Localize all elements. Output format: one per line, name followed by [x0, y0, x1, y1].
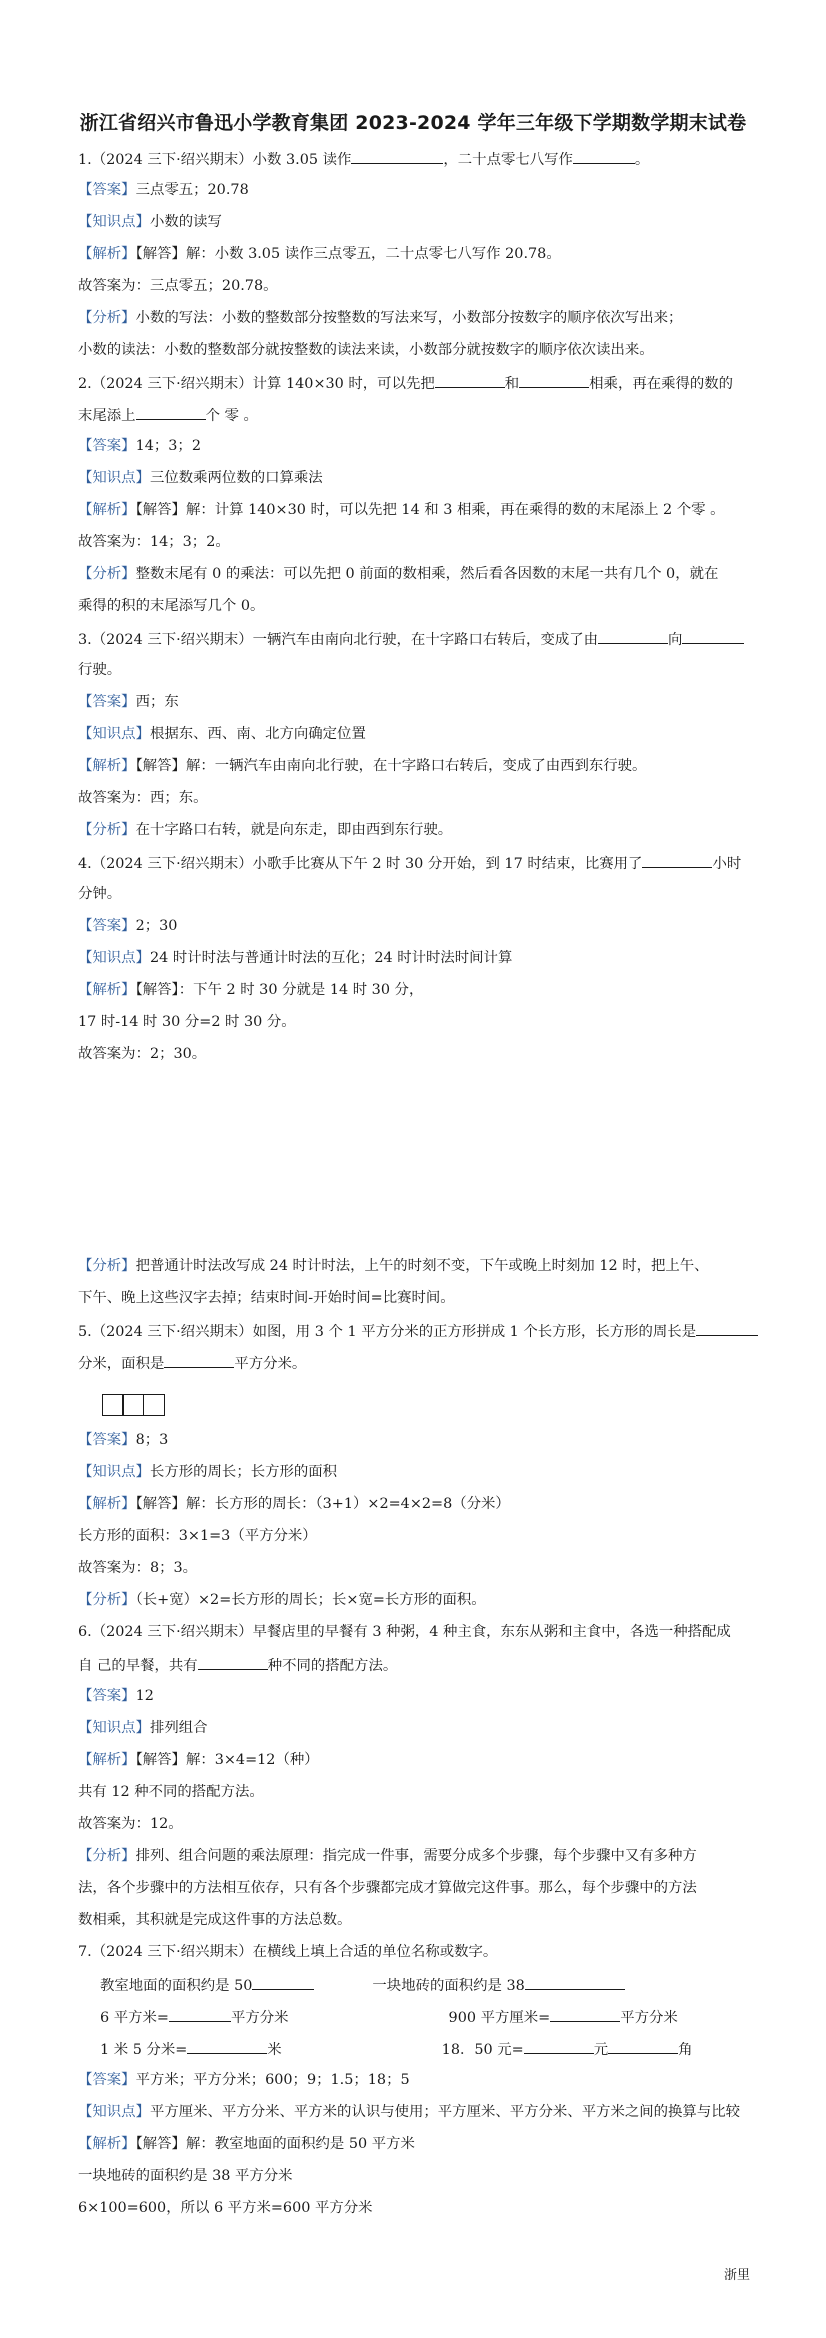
review-line: 【分析】整数末尾有 0 的乘法：可以先把 0 前面的数相乘，然后看各因数的末尾一共有几个 0，就在: [78, 566, 719, 582]
analysis-line: 【解析】【解答】解：长方形的周长：（3+1）×2=4×2=8（分米）: [78, 1496, 510, 1512]
conclusion-line: 故答案为：2；30。: [78, 1046, 207, 1062]
square: [102, 1394, 124, 1416]
calculation-line: 17 时-14 时 30 分=2 时 30 分。: [78, 1014, 296, 1030]
answer-line: 【答案】2；30: [78, 918, 178, 934]
answer-line: 【答案】12: [78, 1688, 154, 1704]
answer-line: 【答案】三点零五；20.78: [78, 182, 249, 198]
three-squares-figure: [102, 1394, 165, 1416]
answer-blank[interactable]: [642, 852, 712, 868]
knowledge-line: 【知识点】三位数乘两位数的口算乘法: [78, 470, 323, 486]
question-7: 7.（2024 三下·绍兴期末）在横线上填上合适的单位名称或数字。: [78, 1944, 498, 1960]
conclusion-line: 故答案为：14；3；2。: [78, 534, 230, 550]
question-7-row1: 教室地面的面积约是 50 一块地砖的面积约是 38: [100, 1974, 760, 1996]
answer-blank[interactable]: [164, 1352, 234, 1368]
page-title: 浙江省绍兴市鲁迅小学教育集团 2023-2024 学年三年级下学期数学期末试卷: [79, 112, 747, 134]
question-4-cont: 分钟。: [78, 886, 122, 902]
answer-blank[interactable]: [696, 1320, 758, 1336]
knowledge-line: 【知识点】平方厘米、平方分米、平方米的认识与使用；平方厘米、平方分米、平方米之间的换算与比较: [78, 2104, 740, 2120]
calculation-line: 一块地砖的面积约是 38 平方分米: [78, 2168, 293, 2184]
answer-blank[interactable]: [136, 404, 206, 420]
review-line: 乘得的积的末尾添写几个 0。: [78, 598, 265, 614]
review-line: 数相乘，其积就是完成这件事的方法总数。: [78, 1912, 352, 1928]
conclusion-line: 故答案为：12。: [78, 1816, 183, 1832]
answer-blank[interactable]: [550, 2006, 620, 2022]
conclusion-line: 故答案为：西；东。: [78, 790, 208, 806]
analysis-line: 【解析】【解答】解：一辆汽车由南向北行驶，在十字路口右转后，变成了由西到东行驶。: [78, 758, 647, 774]
analysis-line: 【解析】【解答】：下午 2 时 30 分就是 14 时 30 分，: [78, 982, 424, 998]
question-3: 3.（2024 三下·绍兴期末）一辆汽车由南向北行驶，在十字路口右转后，变成了由 向: [78, 628, 758, 650]
review-line: 【分析】小数的写法：小数的整数部分按整数的写法来写，小数部分按数字的顺序依次写出来；: [78, 310, 683, 326]
question-7-row2: 6 平方米= 平方分米 900 平方厘米= 平方分米: [100, 2006, 760, 2028]
question-5: 5.（2024 三下·绍兴期末）如图，用 3 个 1 平方分米的正方形拼成 1 个长方形，长方形的周长是: [78, 1320, 758, 1342]
question-5-cont: 分米，面积是 平方分米。: [78, 1352, 758, 1374]
question-6: 6.（2024 三下·绍兴期末）早餐店里的早餐有 3 种粥，4 种主食，东东从粥和主食中，各选一种搭配成: [78, 1624, 731, 1640]
review-line: 【分析】排列、组合问题的乘法原理：指完成一件事，需要分成多个步骤，每个步骤中又有多种方: [78, 1848, 697, 1864]
knowledge-line: 【知识点】根据东、西、南、北方向确定位置: [78, 726, 366, 742]
review-line: 下午、晚上这些汉字去掉；结束时间-开始时间=比赛时间。: [78, 1290, 455, 1306]
review-line: 【分析】（长+宽）×2=长方形的周长；长×宽=长方形的面积。: [78, 1592, 486, 1608]
answer-blank[interactable]: [682, 628, 744, 644]
question-7-row3: 1 米 5 分米= 米 18．50 元= 元 角: [100, 2038, 760, 2060]
answer-line: 【答案】14；3；2: [78, 438, 201, 454]
answer-blank[interactable]: [519, 372, 589, 388]
answer-blank[interactable]: [608, 2038, 678, 2054]
answer-blank[interactable]: [598, 628, 668, 644]
answer-blank[interactable]: [351, 148, 443, 164]
calculation-line: 共有 12 种不同的搭配方法。: [78, 1784, 264, 1800]
answer-line: 【答案】西；东: [78, 694, 179, 710]
answer-line: 【答案】8；3: [78, 1432, 169, 1448]
question-text: ，二十点零七八写作: [443, 152, 573, 168]
conclusion-line: 故答案为：8；3。: [78, 1560, 198, 1576]
question-2: 2.（2024 三下·绍兴期末）计算 140×30 时，可以先把 和 相乘，再在乘得的数的: [78, 372, 758, 394]
conclusion-line: 故答案为：三点零五；20.78。: [78, 278, 278, 294]
knowledge-line: 【知识点】长方形的周长；长方形的面积: [78, 1464, 338, 1480]
answer-blank[interactable]: [573, 148, 635, 164]
question-6-cont: 自 己的早餐，共有 种不同的搭配方法。: [78, 1654, 758, 1676]
question-text: 1.（2024 三下·绍兴期末）小数 3.05 读作: [78, 152, 352, 168]
answer-blank[interactable]: [252, 1974, 314, 1990]
knowledge-line: 【知识点】排列组合: [78, 1720, 208, 1736]
answer-blank[interactable]: [525, 1974, 625, 1990]
review-line: 法，各个步骤中的方法相互依存，只有各个步骤都完成才算做完这件事。那么，每个步骤中的方法: [78, 1880, 697, 1896]
question-3-cont: 行驶。: [78, 662, 122, 678]
knowledge-line: 【知识点】24 时计时法与普通计时法的互化；24 时计时法时间计算: [78, 950, 513, 966]
calculation-line: 长方形的面积：3×1=3（平方分米）: [78, 1528, 317, 1544]
calculation-line: 6×100=600，所以 6 平方米=600 平方分米: [78, 2200, 373, 2216]
analysis-line: 【解析】【解答】解：3×4=12（种）: [78, 1752, 319, 1768]
question-4: 4.（2024 三下·绍兴期末）小歌手比赛从下午 2 时 30 分开始，到 17 时结束，比赛用了 小时: [78, 852, 758, 874]
review-line: 【分析】在十字路口右转，就是向东走，即由西到东行驶。: [78, 822, 453, 838]
square: [122, 1394, 144, 1416]
analysis-line: 【解析】【解答】解：教室地面的面积约是 50 平方米: [78, 2136, 415, 2152]
answer-blank[interactable]: [435, 372, 505, 388]
analysis-line: 【解析】【解答】解：计算 140×30 时，可以先把 14 和 3 相乘，再在乘得的数的末尾添上 2 个零 。: [78, 502, 725, 518]
answer-blank[interactable]: [198, 1654, 268, 1670]
analysis-line: 【解析】【解答】解：小数 3.05 读作三点零五，二十点零七八写作 20.78。: [78, 246, 561, 262]
question-2-cont: 末尾添上 个 零 。: [78, 404, 758, 426]
knowledge-line: 【知识点】小数的读写: [78, 214, 222, 230]
question-1: 1.（2024 三下·绍兴期末）小数 3.05 读作 ，二十点零七八写作 。: [78, 148, 758, 170]
answer-blank[interactable]: [524, 2038, 594, 2054]
square: [143, 1394, 165, 1416]
answer-blank[interactable]: [187, 2038, 267, 2054]
review-line: 小数的读法：小数的整数部分就按整数的读法来读，小数部分就按数字的顺序依次读出来。: [78, 342, 654, 358]
answer-line: 【答案】平方米；平方分米；600；9；1.5；18；5: [78, 2072, 410, 2088]
answer-blank[interactable]: [169, 2006, 231, 2022]
page-footer: 浙里: [723, 2268, 750, 2283]
review-line: 【分析】把普通计时法改写成 24 时计时法，上午的时刻不变，下午或晚上时刻加 12 时，把上午、: [78, 1258, 709, 1274]
